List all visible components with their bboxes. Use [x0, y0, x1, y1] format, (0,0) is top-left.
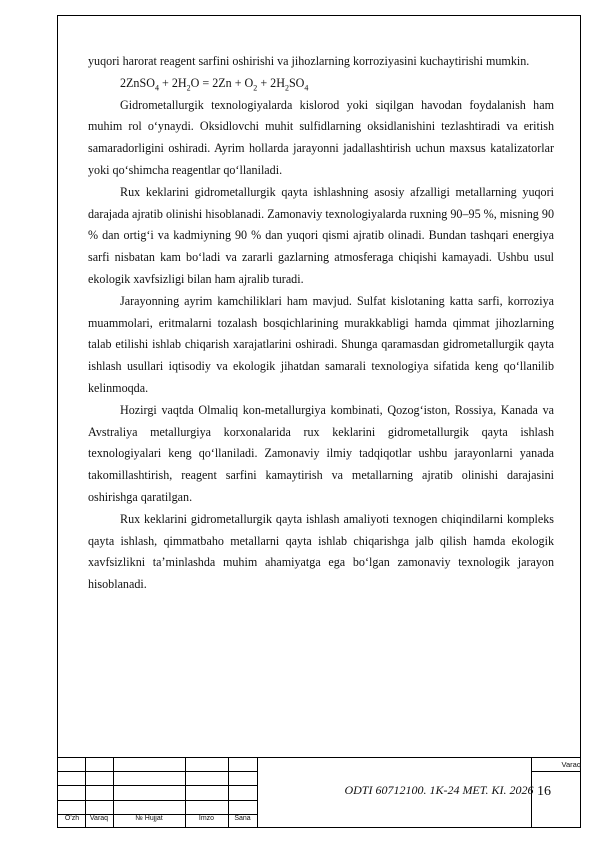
- stamp-label-varaq: Varaq: [89, 815, 109, 822]
- page-number: 16: [537, 784, 551, 799]
- paragraph: yuqori harorat reagent sarfini oshirishi va jihozlarning korroziyasini kuchaytirishi mumkin.: [88, 54, 530, 68]
- stamp-row-line: [57, 785, 257, 786]
- paragraph: Gidrometallurgik texnologiyalarda kislorod yoki siqilgan havodan foydalanish ham muhim rol o‘ynaydi. Oksidlovchi muhit sulfidlarning oksidlanishini tezlashtiradi va eritish samaradorligini oshiradi. Ayrim hollarda jarayonni jadallashtirish uchun maxsus katalizatorlar yoki qo‘shimcha reagentlar qo‘llaniladi.: [88, 97, 554, 177]
- chemical-equation: 2ZnSO$_4$ + $2H_2O = 2Zn + O_2 + 2H_2SO_4$: [120, 75, 309, 93]
- paragraph: Rux keklarini gidrometallurgik qayta ishlashning asosiy afzalligi metallarning yuqori darajada ajratib olinishi hisoblanadi. Zamonaviy texnologiyalarda ruxning 90–95 %, misning 90 % dan ortig‘i va kadmiyning 90 % dan yuqori qismi ajratib olinadi. Bundan tashqari energiya sarfi nisbatan kam bo‘ladi va zararli gazlarning atmosferaga chiqishi kamayadi. Ushbu usul ekologik xavfsizligi bilan ham ajralib turadi.: [88, 184, 554, 286]
- paragraph: Rux keklarini gidrometallurgik qayta ishlash amaliyoti texnogen chiqindilarni kompleks qayta ishlash, qimmatbaho metallarni qayta ishlab chiqarishga jalb qilish hamda ekologik xavfsizlikni ta’minlashda muhim ahamiyatga ega bo‘lgan zamonaviy texnologik jarayon hisoblanadi.: [88, 511, 554, 592]
- document-body: [88, 51, 554, 596]
- stamp-label-imzo: Imzo: [198, 815, 215, 822]
- stamp-row-line: [57, 800, 257, 801]
- stamp-row-line: [531, 771, 581, 772]
- paragraph: Jarayonning ayrim kamchiliklari ham mavjud. Sulfat kislotaning katta sarfi, korroziya muammolari, eritmalarni tozalash bosqichlarining murakkabligi hamda qimmat jihozlarning talab etilishi ishlab chiqarish xarajatlarini oshiradi. Shunga qaramasdan gidrometallurgik qayta ishlash usullari iqtisodiy va ekologik jihatdan samarali texnologiya sifatida keng qo‘llanilib kelinmoqda.: [88, 293, 554, 395]
- stamp-divider: [257, 758, 258, 828]
- stamp-label-ozh: O'zh: [64, 815, 80, 822]
- title-block: [57, 757, 581, 828]
- stamp-row-line: [57, 771, 257, 772]
- document-code: ODTI 60712100. 1K-24 MET. KI. 2026: [344, 783, 534, 797]
- paragraph: Hozirgi vaqtda Olmaliq kon-metallurgiya kombinati, Qozog‘iston, Rossiya, Kanada va Avstraliya metallurgiya korxonalarida rux keklarini gidrometallurgik qayta ishlash texnologiyalari keng qo‘llaniladi. Zamonaviy ilmiy tadqiqotlar ushbu jarayonlarni yanada takomillashtirish, reagent sarfini kamaytirish va metallarning ajratib olinishi darajasini oshirishga qaratilgan.: [88, 402, 554, 504]
- stamp-label-sana: Sana: [234, 815, 251, 822]
- sheet-label: Varaq: [561, 760, 581, 769]
- stamp-label-hujjat: № Hujjat: [135, 815, 163, 822]
